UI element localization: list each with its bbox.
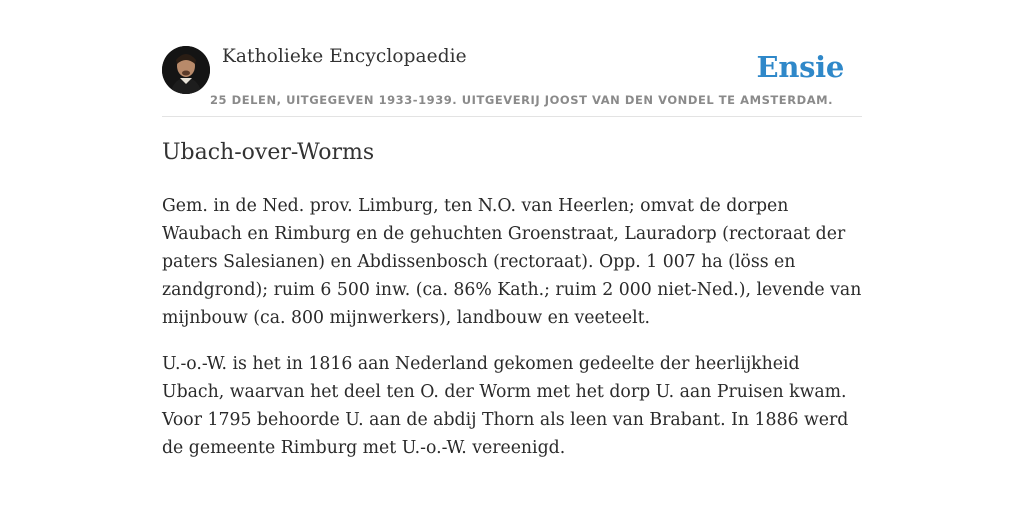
page-wrapper [162,0,862,458]
source-title[interactable]: Katholieke Encyclopaedie [222,46,467,67]
article-paragraph: Gem. in de Ned. prov. Limburg, ten N.O. van Heerlen; omvat de dorpen Waubach en Rimburg en de gehuchten Groenstraat, Lauradorp (rectoraat der paters Salesianen) en Abdissenbosch (rectoraat). Opp. 1 007 ha (löss en zandgrond); ruim 6 500 inw. (ca. 86% Kath.; ruim 2 000 niet-Ned.), levende van mijnbouw (ca. 800 mijnwerkers), landbouw en veeteelt. [162,196,862,328]
ensie-logo[interactable]: Ensie [756,50,844,84]
source-subtitle: 25 DELEN, UITGEGEVEN 1933-1939. UITGEVERIJ JOOST VAN DEN VONDEL TE AMSTERDAM. [210,93,834,107]
source-header [162,0,862,117]
article-body [162,192,862,480]
portrait-icon [162,46,210,94]
article-paragraph: U.-o.-W. is het in 1816 aan Nederland gekomen gedeelte der heerlijkheid Ubach, waarvan het deel ten O. der Worm met het dorp U. aan Pruisen kwam. Voor 1795 behoorde U. aan de abdij Thorn als leen van Brabant. In 1886 werd de gemeente Rimburg met U.-o.-W. vereenigd. [162,354,849,458]
article-title: Ubach-over-Worms [162,140,375,165]
source-avatar[interactable] [162,46,210,94]
